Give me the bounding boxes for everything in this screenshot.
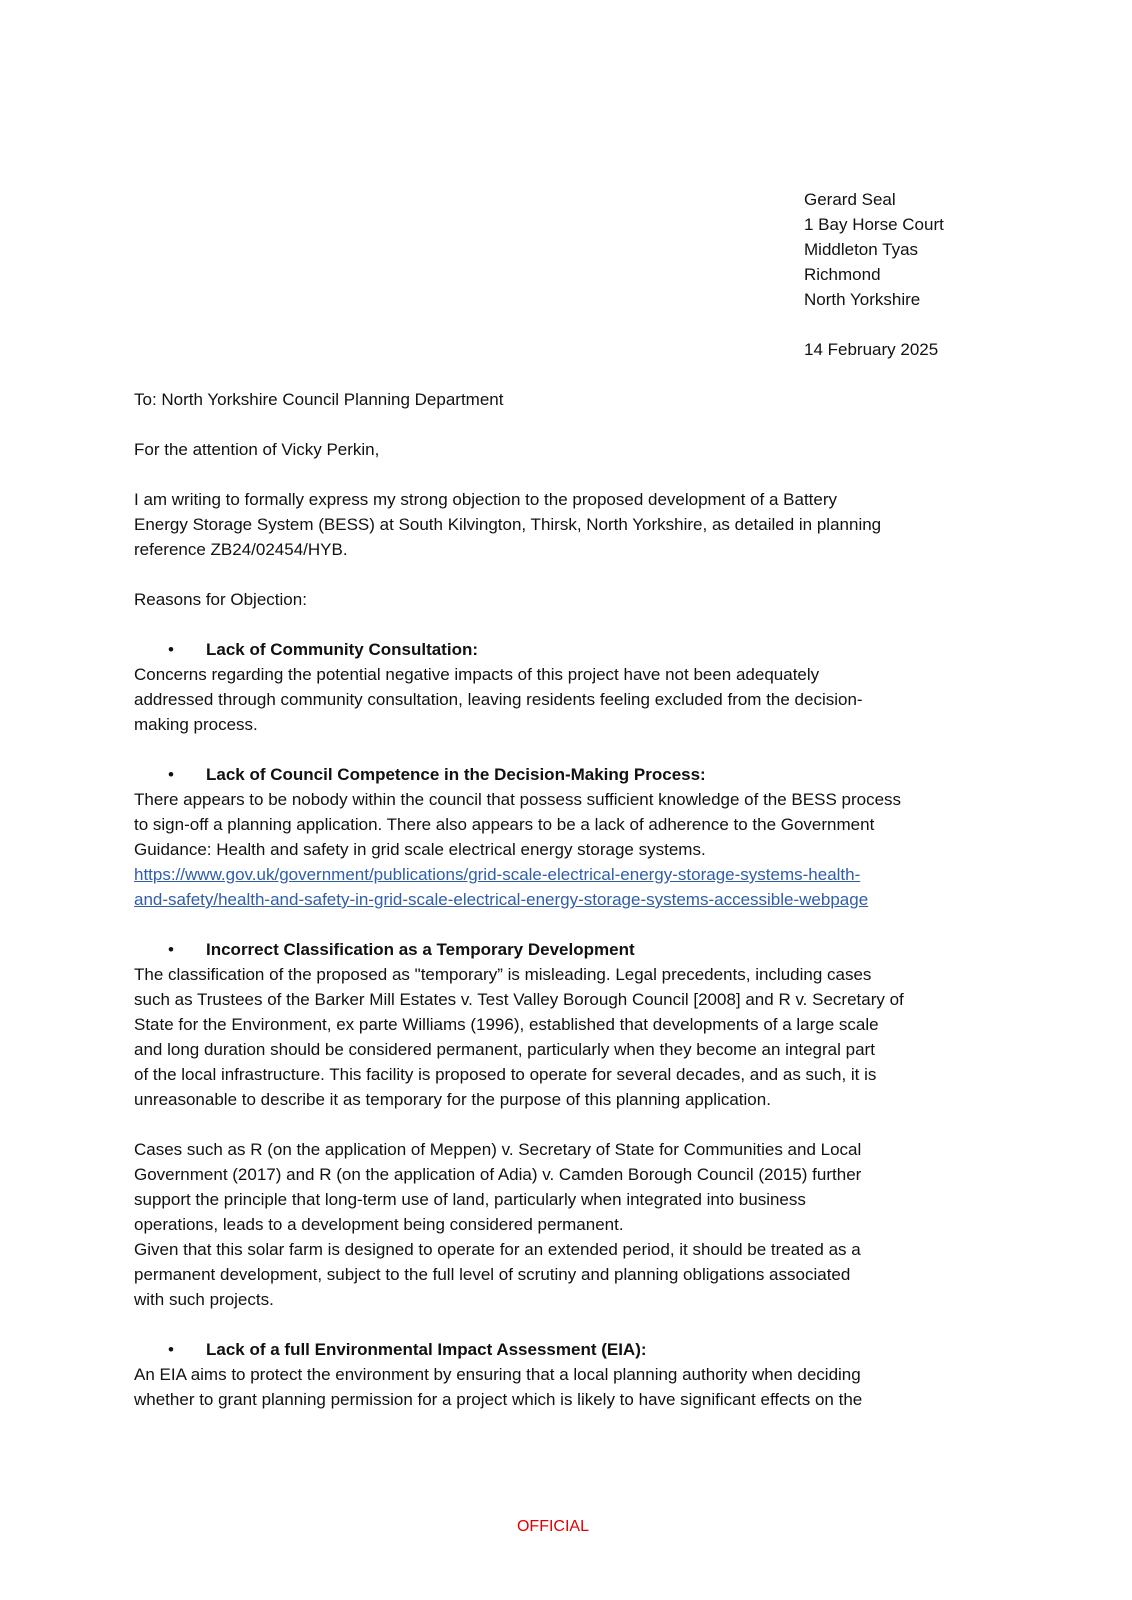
text-line: I am writing to formally express my strong objection to the proposed development of a Battery [134,490,838,509]
text-line: of the local infrastructure. This facility is proposed to operate for several decades, and as such, it is [134,1065,877,1084]
intro-paragraph [134,487,1004,562]
letter-body [134,187,1004,1412]
address-line: North Yorkshire [804,290,921,309]
bullet-icon: • [168,765,174,784]
bullet-icon: • [168,1340,174,1359]
classification-footer: OFFICIAL [516,1518,589,1535]
text-line: such as Trustees of the Barker Mill Estates v. Test Valley Borough Council [2008] and R v. Secretary of [134,990,904,1009]
address-line: Richmond [804,265,881,284]
recipient: To: North Yorkshire Council Planning Department [134,390,504,409]
heading-text: Lack of a full Environmental Impact Assessment (EIA): [206,1340,647,1359]
text-line: to sign-off a planning application. There also appears to be a lack of adherence to the Government [134,815,875,834]
text-line: reference ZB24/02454/HYB. [134,540,348,559]
guidance-link[interactable]: and-safety/health-and-safety-in-grid-scale-electrical-energy-storage-systems-accessible-webpage [134,890,869,909]
text-line: Given that this solar farm is designed to operate for an extended period, it should be treated as a [134,1240,861,1259]
text-line: support the principle that long-term use of land, particularly when integrated into business [134,1190,806,1209]
salutation: For the attention of Vicky Perkin, [134,440,380,459]
text-line: Guidance: Health and safety in grid scale electrical energy storage systems. [134,840,706,859]
text-line: unreasonable to describe it as temporary for the purpose of this planning application. [134,1090,771,1109]
address-line: 1 Bay Horse Court [804,215,944,234]
reasons-heading: Reasons for Objection: [134,590,307,609]
letter-date: 14 February 2025 [804,340,939,359]
text-line: addressed through community consultation, leaving residents feeling excluded from the decision- [134,690,863,709]
section-heading [134,937,1004,962]
text-line: whether to grant planning permission for a project which is likely to have significant effects on the [134,1390,863,1409]
text-line: Cases such as R (on the application of Meppen) v. Secretary of State for Communities and Local [134,1140,862,1159]
text-line: An EIA aims to protect the environment by ensuring that a local planning authority when deciding [134,1365,861,1384]
heading-text: Lack of Community Consultation: [206,640,478,659]
text-line: operations, leads to a development being considered permanent. [134,1215,624,1234]
section-heading [134,637,1004,662]
text-line: Government (2017) and R (on the application of Adia) v. Camden Borough Council (2015) further [134,1165,862,1184]
guidance-link[interactable]: https://www.gov.uk/government/publications/grid-scale-electrical-energy-storage-systems-health- [134,865,861,884]
text-line: Energy Storage System (BESS) at South Kilvington, Thirsk, North Yorkshire, as detailed in planning [134,515,882,534]
text-line: State for the Environment, ex parte Williams (1996), established that developments of a large scale [134,1015,879,1034]
address-line: Middleton Tyas [804,240,919,259]
heading-text: Lack of Council Competence in the Decision-Making Process: [206,765,706,784]
section-heading [134,762,1004,787]
bullet-icon: • [168,640,174,659]
text-line: and long duration should be considered permanent, particularly when they become an integral part [134,1040,875,1059]
text-line: The classification of the proposed as "temporary” is misleading. Legal precedents, including cases [134,965,872,984]
text-line: making process. [134,715,258,734]
address-line: Gerard Seal [804,190,896,209]
text-line: Concerns regarding the potential negative impacts of this project have not been adequately [134,665,820,684]
bullet-icon: • [168,940,174,959]
heading-text: Incorrect Classification as a Temporary Development [206,940,635,959]
text-line: There appears to be nobody within the council that possess sufficient knowledge of the BESS process [134,790,902,809]
text-line: with such projects. [134,1290,274,1309]
text-line: permanent development, subject to the full level of scrutiny and planning obligations associated [134,1265,851,1284]
section-heading [134,1337,1004,1362]
sender-address [134,187,1004,312]
